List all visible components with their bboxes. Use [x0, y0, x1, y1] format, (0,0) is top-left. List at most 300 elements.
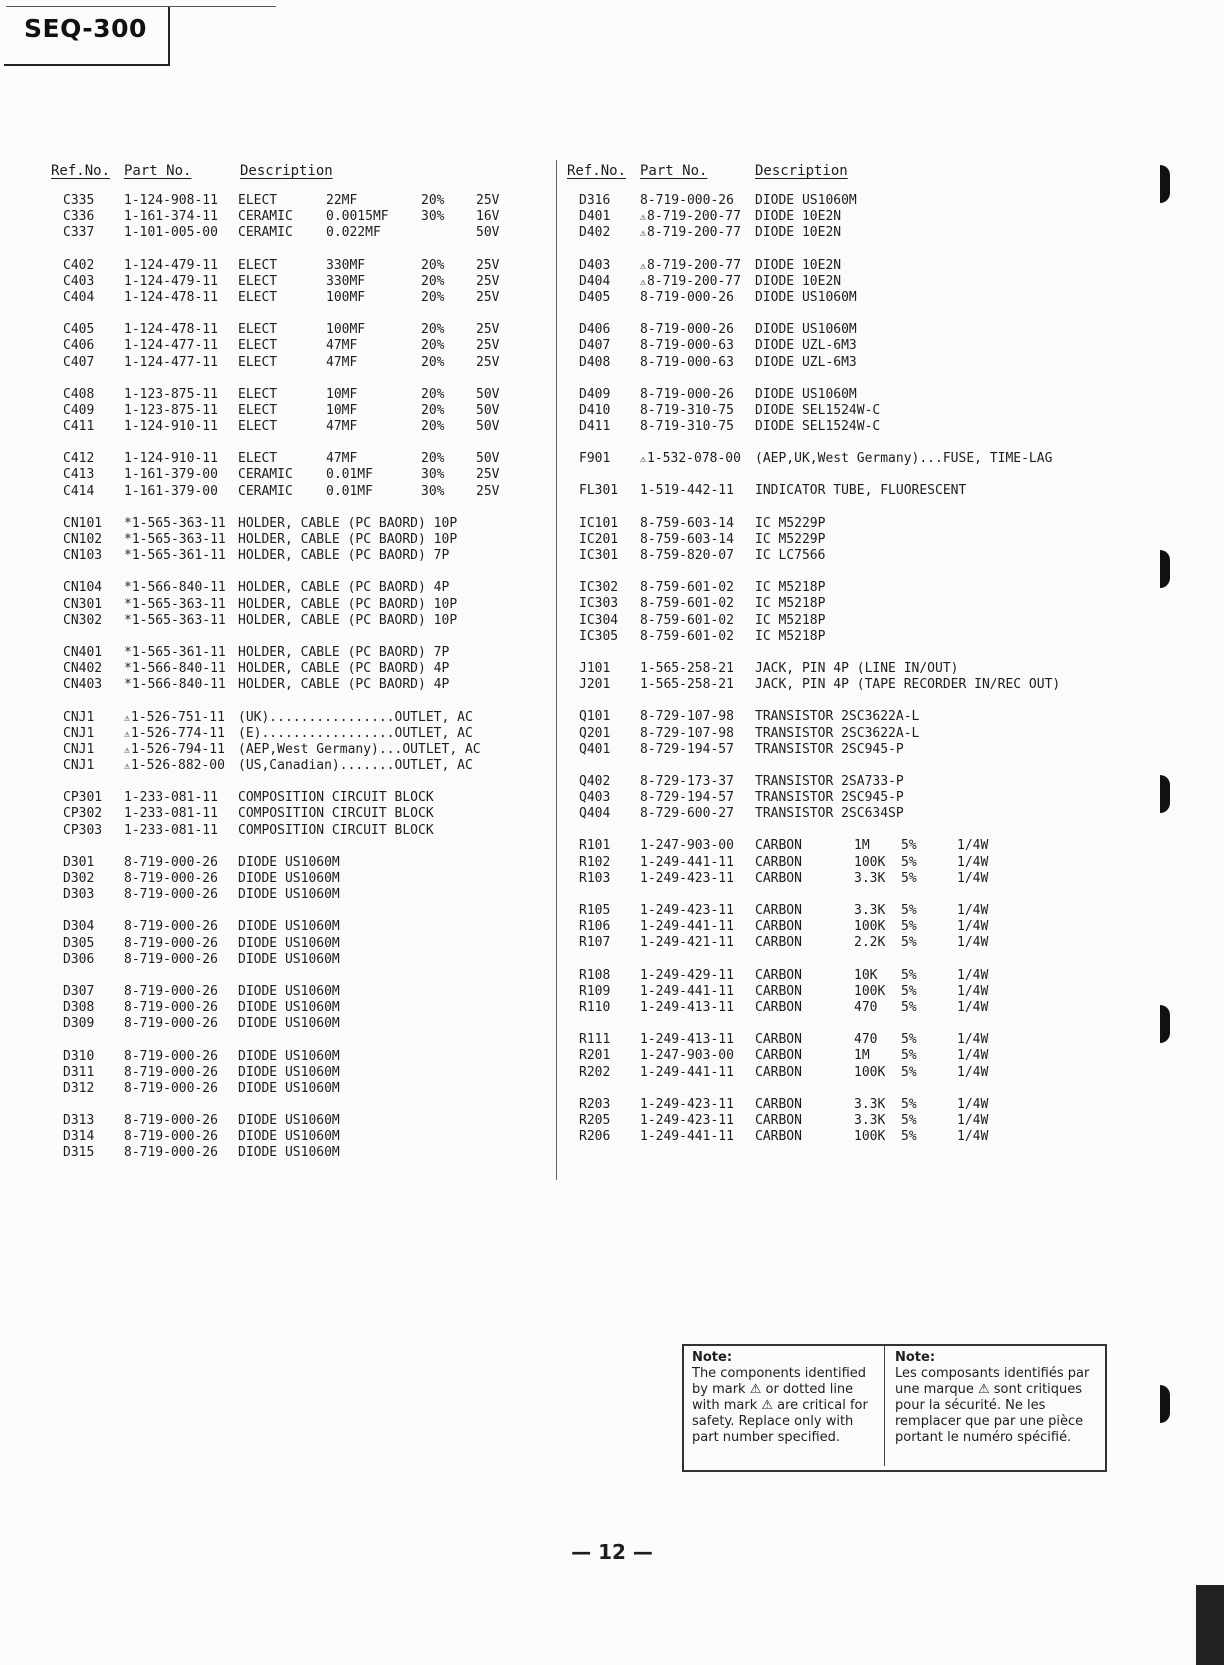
- description: DIODE US1060M: [238, 1080, 340, 1096]
- rating: 50V: [476, 402, 500, 418]
- description: CARBON: [755, 903, 802, 918]
- part-no: 1-249-441-11: [640, 1129, 734, 1145]
- row-gap: [51, 500, 551, 516]
- description: HOLDER, CABLE (PC BAORD) 4P: [238, 580, 450, 596]
- ref-no: CP302: [63, 806, 103, 822]
- ref-no: CN103: [63, 548, 103, 564]
- part-no: ⚠8-719-200-77: [640, 209, 741, 225]
- description: ELECT: [238, 273, 278, 289]
- part-no: 1-123-875-11: [124, 402, 218, 418]
- part-no: 8-719-310-75: [640, 402, 734, 418]
- header-desc: Description: [755, 163, 848, 179]
- rating: 1/4W: [957, 967, 989, 983]
- value: 470: [854, 999, 878, 1015]
- part-row: [51, 871, 551, 887]
- part-no: 1-124-478-11: [124, 322, 218, 338]
- tolerance: 20%: [421, 419, 445, 435]
- binding-mark: [1160, 1385, 1170, 1423]
- part-no: 1-124-479-11: [124, 257, 218, 273]
- binding-mark: [1160, 165, 1170, 203]
- part-row: [51, 710, 551, 726]
- ref-no: C409: [63, 402, 95, 418]
- description: HOLDER, CABLE (PC BAORD) 10P: [238, 612, 458, 628]
- part-row: [567, 709, 1087, 725]
- part-no: 8-719-000-26: [124, 935, 218, 951]
- rating: 1/4W: [957, 1048, 989, 1064]
- part-no: 1-565-258-21: [640, 677, 734, 693]
- description: CERAMIC: [238, 209, 293, 225]
- safety-mark-icon: ⚠: [124, 712, 131, 724]
- value: 100K: [854, 1129, 886, 1145]
- ref-no: R110: [579, 999, 611, 1015]
- tolerance: 20%: [421, 322, 445, 338]
- description: IC M5218P: [755, 628, 826, 644]
- description: JACK, PIN 4P (TAPE RECORDER IN/REC OUT): [755, 677, 1061, 693]
- part-no: 8-759-601-02: [640, 596, 734, 612]
- tolerance: 20%: [421, 193, 445, 208]
- part-row: [51, 467, 551, 483]
- note-french: [884, 1346, 1113, 1466]
- part-row: [567, 1113, 1087, 1129]
- part-no: 1-124-910-11: [124, 451, 218, 467]
- ref-no: CNJ1: [63, 758, 95, 774]
- description: ELECT: [238, 386, 278, 402]
- part-row: [567, 387, 1087, 403]
- part-row: [567, 274, 1087, 290]
- part-row: [567, 661, 1087, 677]
- tolerance: 20%: [421, 257, 445, 273]
- tolerance: 20%: [421, 289, 445, 305]
- part-no: 1-233-081-11: [124, 806, 218, 822]
- part-no: ⚠1-532-078-00: [640, 451, 741, 467]
- description: DIODE US1060M: [238, 1064, 340, 1080]
- part-row: [567, 193, 1087, 209]
- ref-no: CN102: [63, 532, 103, 547]
- ref-no: R203: [579, 1096, 611, 1112]
- description: ELECT: [238, 354, 278, 370]
- part-no: 1-249-423-11: [640, 870, 734, 886]
- part-no: 1-249-429-11: [640, 967, 734, 983]
- part-no: *1-565-363-11: [124, 532, 226, 547]
- ref-no: IC301: [579, 548, 619, 563]
- ref-no: D306: [63, 951, 95, 967]
- rating: 25V: [476, 338, 500, 354]
- rating: 25V: [476, 322, 500, 338]
- description: DIODE US1060M: [238, 1048, 340, 1064]
- part-no: 1-123-875-11: [124, 386, 218, 402]
- description: CARBON: [755, 919, 802, 935]
- ref-no: D313: [63, 1113, 95, 1129]
- part-no: ⚠1-526-751-11: [124, 709, 225, 725]
- parts-list-left: [51, 163, 551, 1162]
- binding-mark: [1160, 1005, 1170, 1043]
- row-gap: [567, 435, 1087, 451]
- header-row-left: [51, 163, 551, 193]
- description: CARBON: [755, 870, 802, 886]
- tolerance: 5%: [901, 1129, 917, 1145]
- value: 47MF: [326, 419, 358, 435]
- part-no: 1-247-903-00: [640, 1048, 734, 1064]
- description: DIODE US1060M: [755, 322, 857, 338]
- value: 3.3K: [854, 870, 886, 886]
- part-no: 8-729-194-57: [640, 741, 734, 757]
- description: CARBON: [755, 1032, 802, 1048]
- description: HOLDER, CABLE (PC BAORD) 7P: [238, 548, 450, 564]
- ref-no: CN302: [63, 612, 103, 628]
- ref-no: CNJ1: [63, 741, 95, 757]
- description: IC M5218P: [755, 612, 826, 628]
- part-no: 1-247-903-00: [640, 838, 734, 854]
- part-no: 1-249-423-11: [640, 1096, 734, 1112]
- description: DIODE US1060M: [238, 1000, 340, 1016]
- part-no: 8-759-603-14: [640, 531, 734, 547]
- header-part: Part No.: [124, 163, 192, 179]
- rating: 1/4W: [957, 919, 989, 935]
- description: DIODE SEL1524W-C: [755, 419, 881, 435]
- part-row: [51, 919, 551, 935]
- rating: 25V: [476, 483, 500, 499]
- part-row: [51, 193, 551, 209]
- ref-no: C335: [63, 193, 95, 208]
- ref-no: D410: [579, 402, 611, 418]
- ref-no: D409: [579, 386, 611, 402]
- part-row: [567, 838, 1087, 854]
- tolerance: 5%: [901, 967, 917, 983]
- row-gap: [51, 1033, 551, 1049]
- description: TRANSISTOR 2SC3622A-L: [755, 709, 920, 725]
- rating: 1/4W: [957, 870, 989, 886]
- value: 2.2K: [854, 935, 886, 951]
- note-en-text: The components identified by mark ⚠ or dotted line with mark ⚠ are critical for safety. Replace only with part number specified.: [692, 1366, 868, 1445]
- ref-no: D309: [63, 1016, 95, 1032]
- value: 47MF: [326, 338, 358, 354]
- value: 100MF: [326, 322, 366, 338]
- part-no: ⚠1-526-774-11: [124, 725, 225, 741]
- row-gap: [567, 242, 1087, 258]
- part-row: [51, 855, 551, 871]
- tolerance: 5%: [901, 999, 917, 1015]
- part-no: 8-759-601-02: [640, 612, 734, 628]
- part-no: *1-565-361-11: [124, 644, 226, 660]
- part-row: [567, 935, 1087, 951]
- row-gap: [51, 968, 551, 984]
- part-no: 8-729-600-27: [640, 806, 734, 822]
- part-no: 8-719-000-26: [124, 1113, 218, 1129]
- ref-no: C402: [63, 257, 95, 273]
- safety-mark-icon: ⚠: [124, 761, 131, 773]
- description: CARBON: [755, 1129, 802, 1145]
- part-row: [567, 451, 1087, 467]
- part-row: [567, 580, 1087, 596]
- ref-no: C408: [63, 386, 95, 402]
- ref-no: D303: [63, 887, 95, 903]
- value: 3.3K: [854, 903, 886, 918]
- part-no: 8-759-603-14: [640, 515, 734, 531]
- part-row: [51, 274, 551, 290]
- ref-no: D406: [579, 322, 611, 338]
- description: DIODE SEL1524W-C: [755, 402, 881, 418]
- model-title: SEQ-300: [24, 14, 147, 43]
- description: ELECT: [238, 419, 278, 435]
- part-no: 1-124-477-11: [124, 338, 218, 354]
- description: CARBON: [755, 854, 802, 870]
- ref-no: D312: [63, 1080, 95, 1096]
- ref-no: C414: [63, 483, 95, 499]
- part-row: [567, 209, 1087, 225]
- header-desc: Description: [240, 163, 333, 179]
- value: 100K: [854, 854, 886, 870]
- row-gap: [51, 306, 551, 322]
- ref-no: IC302: [579, 580, 619, 596]
- ref-no: C413: [63, 467, 95, 483]
- tolerance: 30%: [421, 209, 445, 225]
- part-no: 1-124-910-11: [124, 419, 218, 435]
- part-row: [567, 790, 1087, 806]
- description: DIODE US1060M: [238, 1145, 340, 1161]
- part-row: [51, 1129, 551, 1145]
- description: HOLDER, CABLE (PC BAORD) 10P: [238, 515, 458, 531]
- rating: 25V: [476, 193, 500, 208]
- value: 22MF: [326, 193, 358, 208]
- ref-no: R205: [579, 1112, 611, 1128]
- description: ELECT: [238, 338, 278, 354]
- part-row: [51, 338, 551, 354]
- part-row: [567, 225, 1087, 241]
- description: ELECT: [238, 289, 278, 305]
- part-row: [51, 209, 551, 225]
- ref-no: D404: [579, 273, 611, 289]
- ref-no: C336: [63, 209, 95, 225]
- part-row: [51, 726, 551, 742]
- part-no: 8-719-000-26: [124, 983, 218, 999]
- part-no: 8-759-820-07: [640, 548, 734, 563]
- part-row: [567, 984, 1087, 1000]
- part-no: 1-233-081-11: [124, 822, 218, 838]
- description: COMPOSITION CIRCUIT BLOCK: [238, 790, 434, 806]
- part-no: *1-565-363-11: [124, 596, 226, 612]
- part-row: [567, 806, 1087, 822]
- part-row: [51, 952, 551, 968]
- part-row: [51, 548, 551, 564]
- tolerance: 30%: [421, 483, 445, 499]
- part-row: [51, 1145, 551, 1161]
- ref-no: D405: [579, 289, 611, 305]
- column-divider: [556, 160, 557, 1180]
- value: 0.022MF: [326, 225, 381, 241]
- part-no: 1-161-374-11: [124, 209, 218, 225]
- part-no: 8-719-000-26: [124, 887, 218, 903]
- part-row: [567, 322, 1087, 338]
- description: IC LC7566: [755, 548, 826, 563]
- ref-no: C337: [63, 225, 95, 241]
- note-english: [692, 1350, 872, 1446]
- description: CARBON: [755, 967, 802, 983]
- part-row: [567, 677, 1087, 693]
- part-row: [51, 403, 551, 419]
- row-gap: [567, 1016, 1087, 1032]
- ref-no: D408: [579, 354, 611, 370]
- part-row: [51, 887, 551, 903]
- ref-no: R202: [579, 1064, 611, 1080]
- part-no: 1-161-379-00: [124, 467, 218, 483]
- description: TRANSISTOR 2SC3622A-L: [755, 725, 920, 741]
- part-row: [51, 258, 551, 274]
- ref-no: C403: [63, 273, 95, 289]
- part-row: [51, 661, 551, 677]
- description: ELECT: [238, 322, 278, 338]
- description: DIODE US1060M: [238, 935, 340, 951]
- description: IC M5229P: [755, 531, 826, 547]
- part-no: *1-566-840-11: [124, 661, 226, 677]
- description: DIODE US1060M: [238, 1113, 340, 1129]
- description: CERAMIC: [238, 483, 293, 499]
- ref-no: F901: [579, 451, 611, 467]
- safety-mark-icon: ⚠: [640, 454, 647, 466]
- description: JACK, PIN 4P (LINE IN/OUT): [755, 660, 959, 676]
- description: DIODE US1060M: [238, 983, 340, 999]
- description: (AEP,West Germany)...OUTLET, AC: [238, 741, 481, 757]
- ref-no: IC304: [579, 612, 619, 628]
- row-gap: [51, 1097, 551, 1113]
- value: 0.0015MF: [326, 209, 389, 225]
- part-no: 1-124-478-11: [124, 289, 218, 305]
- part-row: [567, 903, 1087, 919]
- tolerance: 5%: [901, 903, 917, 918]
- part-no: 1-161-379-00: [124, 483, 218, 499]
- part-no: 1-249-441-11: [640, 919, 734, 935]
- ref-no: D402: [579, 225, 611, 241]
- row-gap: [51, 242, 551, 258]
- safety-mark-icon: ⚠: [640, 276, 647, 288]
- part-row: [567, 1097, 1087, 1113]
- part-row: [567, 1129, 1087, 1145]
- tolerance: 5%: [901, 870, 917, 886]
- description: DIODE US1060M: [238, 854, 340, 870]
- value: 470: [854, 1032, 878, 1048]
- ref-no: D302: [63, 871, 95, 886]
- tolerance: 5%: [901, 935, 917, 951]
- rating: 1/4W: [957, 983, 989, 999]
- tolerance: 5%: [901, 919, 917, 935]
- description: ELECT: [238, 193, 278, 208]
- part-no: *1-565-361-11: [124, 548, 226, 564]
- description: INDICATOR TUBE, FLUORESCENT: [755, 483, 967, 499]
- value: 47MF: [326, 354, 358, 370]
- ref-no: R102: [579, 854, 611, 870]
- part-row: [567, 532, 1087, 548]
- tolerance: 20%: [421, 354, 445, 370]
- description: IC M5218P: [755, 580, 826, 596]
- ref-no: CN104: [63, 580, 103, 596]
- ref-no: C411: [63, 419, 95, 435]
- value: 10MF: [326, 402, 358, 418]
- row-gap: [567, 306, 1087, 322]
- part-row: [51, 1081, 551, 1097]
- value: 100K: [854, 919, 886, 935]
- description: DIODE US1060M: [238, 887, 340, 903]
- description: CARBON: [755, 935, 802, 951]
- part-no: 8-719-000-26: [640, 193, 734, 208]
- ref-no: D307: [63, 983, 95, 999]
- part-no: 1-249-423-11: [640, 903, 734, 918]
- part-no: 8-729-107-98: [640, 725, 734, 741]
- part-row: [51, 322, 551, 338]
- note-fr-title: Note:: [895, 1350, 936, 1365]
- row-gap: [567, 564, 1087, 580]
- ref-no: Q401: [579, 741, 611, 757]
- row-gap: [51, 564, 551, 580]
- part-row: [51, 645, 551, 661]
- tolerance: 20%: [421, 273, 445, 289]
- ref-no: CP303: [63, 822, 103, 838]
- description: CARBON: [755, 999, 802, 1015]
- description: CERAMIC: [238, 225, 293, 241]
- header-part: Part No.: [640, 163, 708, 179]
- description: DIODE 10E2N: [755, 225, 842, 241]
- part-row: [567, 403, 1087, 419]
- part-row: [51, 597, 551, 613]
- part-row: [51, 419, 551, 435]
- description: CARBON: [755, 983, 802, 999]
- ref-no: C412: [63, 451, 95, 467]
- description: TRANSISTOR 2SC634SP: [755, 806, 904, 822]
- description: (AEP,UK,West Germany)...FUSE, TIME-LAG: [755, 451, 1053, 467]
- part-no: 8-719-000-26: [124, 1145, 218, 1161]
- ref-no: CNJ1: [63, 725, 95, 741]
- part-no: *1-565-363-11: [124, 515, 226, 531]
- description: TRANSISTOR 2SA733-P: [755, 773, 904, 789]
- part-row: [567, 613, 1087, 629]
- header-ref: Ref.No.: [51, 163, 111, 179]
- description: HOLDER, CABLE (PC BAORD) 4P: [238, 661, 450, 677]
- tolerance: 20%: [421, 451, 445, 467]
- ref-no: IC201: [579, 531, 619, 547]
- part-no: 8-729-107-98: [640, 709, 734, 725]
- description: CERAMIC: [238, 467, 293, 483]
- description: TRANSISTOR 2SC945-P: [755, 741, 904, 757]
- value: 3.3K: [854, 1112, 886, 1128]
- part-row: [51, 984, 551, 1000]
- ref-no: CP301: [63, 790, 103, 806]
- part-row: [51, 758, 551, 774]
- part-row: [51, 451, 551, 467]
- tolerance: 5%: [901, 1048, 917, 1064]
- description: ELECT: [238, 402, 278, 418]
- tolerance: 20%: [421, 402, 445, 418]
- part-row: [51, 790, 551, 806]
- part-no: 8-719-000-26: [124, 1129, 218, 1145]
- part-row: [567, 338, 1087, 354]
- ref-no: Q403: [579, 790, 611, 806]
- part-no: 1-233-081-11: [124, 790, 218, 806]
- ref-no: Q402: [579, 773, 611, 789]
- ref-no: CN101: [63, 515, 103, 531]
- ref-no: R101: [579, 838, 611, 854]
- description: (E).................OUTLET, AC: [238, 725, 473, 741]
- part-row: [51, 823, 551, 839]
- part-row: [567, 855, 1087, 871]
- part-row: [567, 774, 1087, 790]
- rating: 50V: [476, 225, 500, 241]
- part-no: 8-719-000-26: [124, 951, 218, 967]
- description: CARBON: [755, 1112, 802, 1128]
- ref-no: D315: [63, 1145, 95, 1161]
- part-row: [51, 1049, 551, 1065]
- ref-no: CN401: [63, 644, 103, 660]
- description: CARBON: [755, 1096, 802, 1112]
- description: IC M5218P: [755, 596, 826, 612]
- part-row: [567, 629, 1087, 645]
